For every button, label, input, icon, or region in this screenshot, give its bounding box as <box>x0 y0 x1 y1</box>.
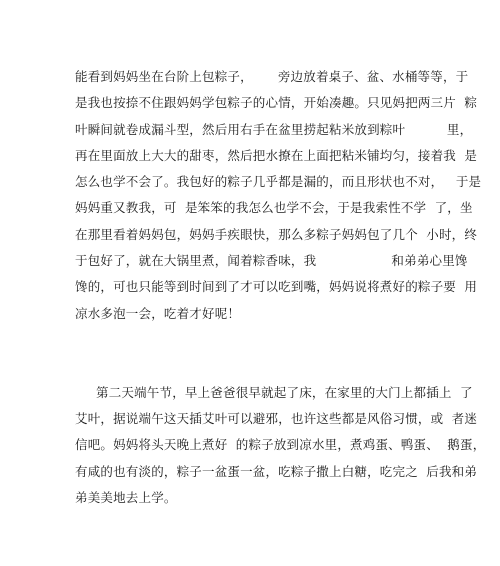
text-line: 于包好了，就在大锅里煮，闻着粽香味，我 和弟弟心里馋 <box>75 253 468 268</box>
text-line: 信吧。妈妈将头天晚上煮好 的粽子放到凉水里，煮鸡蛋、鸭蛋、 鹅蛋， <box>75 437 486 452</box>
text-line: 在那里看着妈妈包，妈妈手疾眼快，那么多粽子妈妈包了几个 小时，终 <box>75 227 478 242</box>
text-line: 艾叶，据说端午这天插艾叶可以避邪，也许这些都是风俗习惯，或 者迷 <box>75 411 478 426</box>
text-line: 妈妈重又教我，可 是笨笨的我怎么也学不会，于是我索性不学 了，坐 <box>75 200 473 215</box>
text-line: 弟美美地去上学。 <box>75 490 177 505</box>
text-line: 能看到妈妈坐在台阶上包粽子， 旁边放着桌子、盆、水桶等等，于 <box>75 69 469 84</box>
text-line: 第二天端午节，早上爸爸很早就起了床，在家里的大门上都插上 了 <box>96 385 473 400</box>
text-line: 再在里面放上大大的甜枣，然后把水撩在上面把粘米铺均匀，接着我 是 <box>75 148 478 163</box>
text-line: 怎么也学不会了。我包好的粽子几乎都是漏的，而且形状也不对， 于是 <box>75 174 482 189</box>
text-line: 馋的，可也只能等到时间到了才可以吃到嘴，妈妈说将煮好的粽子要 用 <box>75 279 478 294</box>
text-line: 凉水多泡一会，吃着才好呢！ <box>75 306 241 321</box>
text-line: 有咸的也有淡的，粽子一盆蛋一盆，吃粽子撒上白糖，吃完之 后我和弟 <box>75 464 478 479</box>
text-line: 是我也按捺不住跟妈妈学包粽子的心情，开始凑趣。只见妈把两三片 粽 <box>75 95 478 110</box>
text-line: 叶瞬间就卷成漏斗型，然后用右手在盆里捞起粘米放到粽叶 里， <box>75 122 473 137</box>
